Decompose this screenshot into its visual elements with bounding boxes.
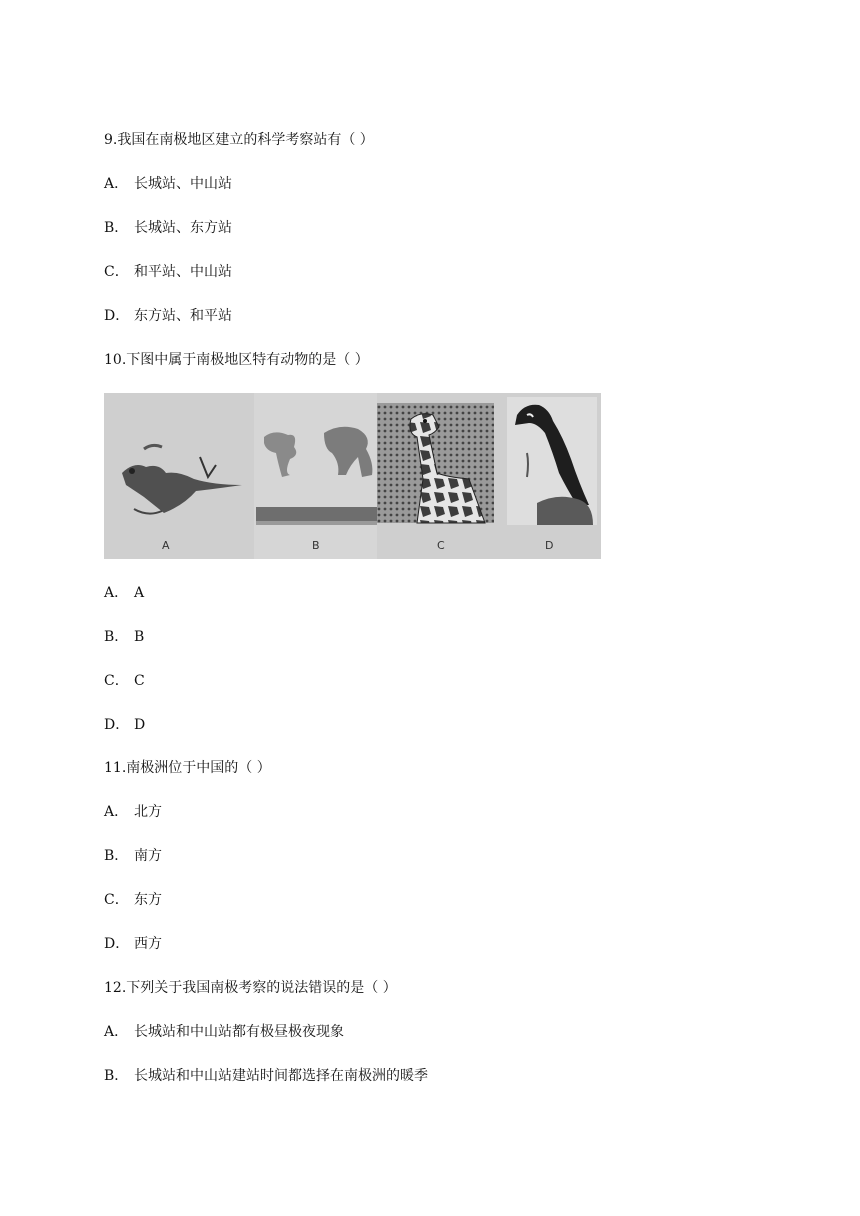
option-text: 长城站和中山站都有极昼极夜现象 xyxy=(134,1024,344,1040)
option-letter: A． xyxy=(104,176,129,192)
option-text: 长城站、东方站 xyxy=(134,220,232,236)
figure-panel-a xyxy=(104,393,254,559)
question-11-option-c[interactable] xyxy=(104,891,162,909)
option-letter: C． xyxy=(104,673,129,689)
figure-panel-b xyxy=(254,393,377,559)
option-text: 东方 xyxy=(134,892,162,908)
penguin-icon xyxy=(497,393,601,559)
option-text: 南方 xyxy=(134,848,162,864)
question-12-stem: 12.下列关于我国南极考察的说法错误的是（ ） xyxy=(104,980,397,996)
question-11-stem: 11.南极洲位于中国的（ ） xyxy=(104,760,271,776)
question-11-option-d[interactable] xyxy=(104,935,162,953)
animals-figure xyxy=(104,393,601,559)
kangaroo-icon xyxy=(104,393,254,559)
question-9-option-d[interactable] xyxy=(104,307,232,325)
option-text: D xyxy=(134,717,146,733)
question-9-option-a[interactable] xyxy=(104,175,232,193)
option-text: A xyxy=(134,585,145,601)
option-text: 和平站、中山站 xyxy=(134,264,232,280)
question-10-option-a[interactable] xyxy=(104,584,144,602)
question-9-stem: 9.我国在南极地区建立的科学考察站有（ ） xyxy=(104,132,374,148)
option-text: B xyxy=(134,629,145,645)
polar-bear-icon xyxy=(254,393,377,559)
option-text: 东方站、和平站 xyxy=(134,308,232,324)
option-text: C xyxy=(134,673,145,689)
question-9-option-b[interactable] xyxy=(104,219,232,237)
question-10-option-b[interactable] xyxy=(104,628,144,646)
question-11-option-a[interactable] xyxy=(104,803,162,821)
question-12-option-a[interactable] xyxy=(104,1023,344,1041)
question-10-option-c[interactable] xyxy=(104,672,145,690)
option-text: 西方 xyxy=(134,936,162,952)
option-text: 北方 xyxy=(134,804,162,820)
option-letter: D． xyxy=(104,936,130,952)
option-letter: B． xyxy=(104,629,129,645)
question-11-option-b[interactable] xyxy=(104,847,162,865)
option-letter: B． xyxy=(104,1068,129,1084)
question-12-option-b[interactable] xyxy=(104,1067,428,1085)
option-letter: A． xyxy=(104,1024,129,1040)
question-10-option-d[interactable] xyxy=(104,716,145,734)
figure-label-a: A xyxy=(162,539,170,552)
question-9-option-c[interactable] xyxy=(104,263,232,281)
option-letter: B． xyxy=(104,220,129,236)
giraffe-icon xyxy=(377,393,497,559)
figure-panel-c xyxy=(377,393,497,559)
option-letter: B． xyxy=(104,848,129,864)
option-letter: A． xyxy=(104,804,129,820)
option-letter: C． xyxy=(104,892,129,908)
figure-label-c: C xyxy=(437,539,445,552)
figure-panel-d xyxy=(497,393,601,559)
option-text: 长城站和中山站建站时间都选择在南极洲的暖季 xyxy=(134,1068,428,1084)
question-10-stem: 10.下图中属于南极地区特有动物的是（ ） xyxy=(104,352,369,368)
figure-label-d: D xyxy=(545,539,554,552)
option-letter: A． xyxy=(104,585,129,601)
option-letter: D． xyxy=(104,308,130,324)
figure-label-b: B xyxy=(312,539,320,552)
option-text: 长城站、中山站 xyxy=(134,176,232,192)
option-letter: D． xyxy=(104,717,130,733)
option-letter: C． xyxy=(104,264,129,280)
